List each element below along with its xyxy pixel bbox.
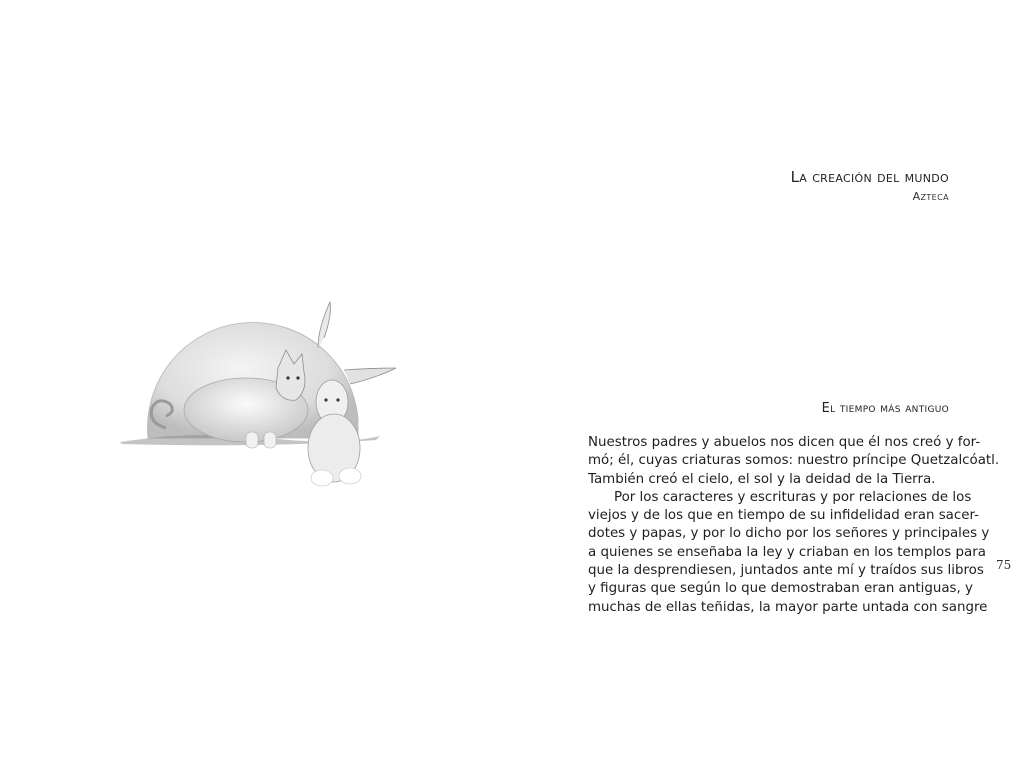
- body-line: mó; él, cuyas criaturas somos: nuestro príncipe Quetzalcóatl.: [588, 453, 1000, 469]
- body-text: [588, 434, 1000, 617]
- body-line: También creó el cielo, el sol y la deidad de la Tierra.: [588, 471, 936, 487]
- animals-illustration-icon: [118, 298, 402, 494]
- body-line: viejos y de los que en tiempo de su infidelidad eran sacer-: [588, 508, 979, 524]
- body-line: que la desprendiesen, juntados ante mí y traídos sus libros: [588, 563, 984, 579]
- body-line: dotes y papas, y por lo dicho por los señores y principales y: [588, 526, 990, 542]
- chapter-subtitle: Azteca: [912, 190, 949, 203]
- body-line: Por los caracteres y escrituras y por relaciones de los: [614, 489, 972, 505]
- page-number: 75: [996, 558, 1012, 572]
- chapter-title: La creación del mundo: [790, 168, 949, 186]
- body-line: y figuras que según lo que demostraban eran antiguas, y: [588, 581, 973, 597]
- body-line: a quienes se enseñaba la ley y criaban en los templos para: [588, 544, 986, 560]
- body-line: Nuestros padres y abuelos nos dicen que él nos creó y for-: [588, 435, 981, 450]
- body-line: muchas de ellas teñidas, la mayor parte untada con sangre: [588, 599, 988, 615]
- section-heading: El tiempo más antiguo: [821, 401, 949, 416]
